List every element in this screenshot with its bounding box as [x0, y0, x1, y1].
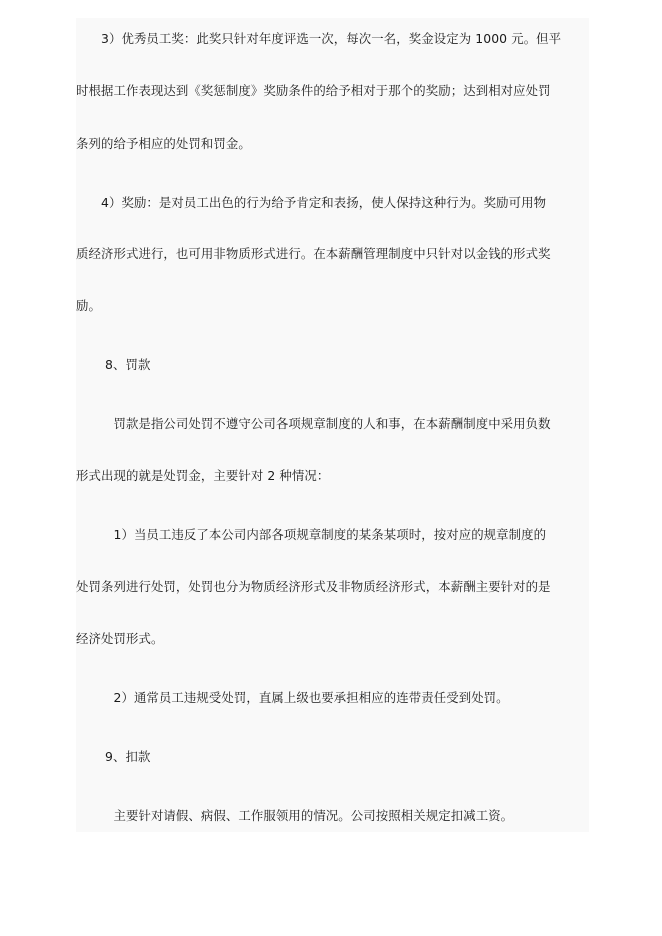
- text-line: 经济处罚形式。: [76, 631, 164, 646]
- text-line: 4）奖励：是对员工出色的行为给予肯定和表扬，使人保持这种行为。奖励可用物: [76, 195, 547, 210]
- text-line: 质经济形式进行，也可用非物质形式进行。在本薪酬管理制度中只针对以金钱的形式奖: [76, 246, 551, 261]
- text-line: 处罚条列进行处罚，处罚也分为物质经济形式及非物质经济形式，本薪酬主要针对的是: [76, 579, 551, 594]
- text-line: 2）通常员工违规受处罚，直属上级也要承担相应的连带责任受到处罚。: [76, 690, 509, 705]
- text-line: 形式出现的就是处罚金，主要针对 2 种情况：: [76, 468, 330, 483]
- text-line: 主要针对请假、病假、工作服领用的情况。公司按照相关规定扣减工资。: [76, 808, 514, 823]
- section-heading-penalty: 8、罚款: [76, 357, 151, 372]
- section-heading-deduction: 9、扣款: [76, 749, 151, 764]
- text-line: 条列的给予相应的处罚和罚金。: [76, 136, 251, 151]
- text-line: 励。: [76, 298, 101, 313]
- text-line: 3）优秀员工奖：此奖只针对年度评选一次，每次一名，奖金设定为 1000 元。但平: [76, 31, 562, 46]
- text-line: 罚款是指公司处罚不遵守公司各项规章制度的人和事，在本薪酬制度中采用负数: [76, 416, 551, 431]
- text-line: 1）当员工违反了本公司内部各项规章制度的某条某项时，按对应的规章制度的: [76, 527, 547, 542]
- text-line: 时根据工作表现达到《奖惩制度》奖励条件的给予相对于那个的奖励；达到相对应处罚: [76, 83, 551, 98]
